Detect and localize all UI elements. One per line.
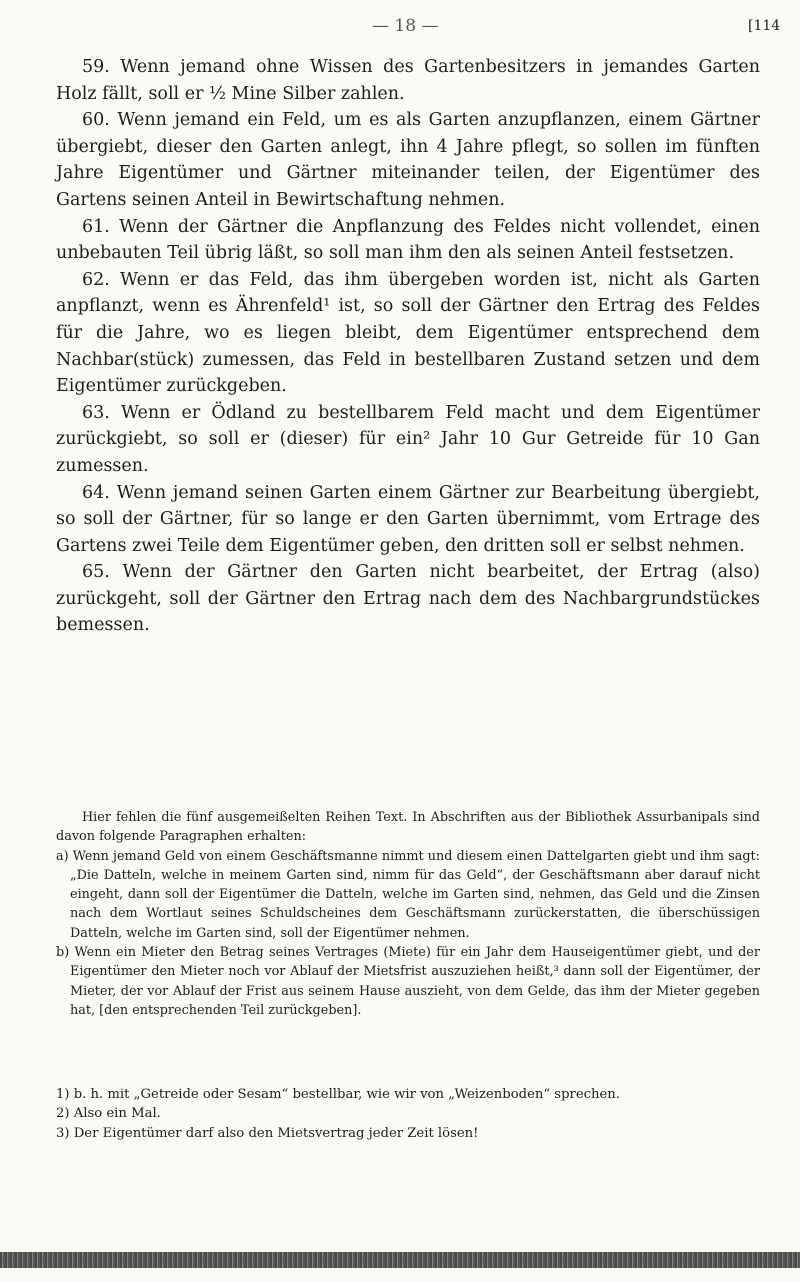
footnote-3: 3) Der Eigentümer darf also den Mietsvertrag jeder Zeit lösen!	[56, 1125, 479, 1141]
footnote-2: 2) Also ein Mal.	[56, 1106, 161, 1122]
editorial-note	[56, 808, 760, 1020]
note-item-b: b) Wenn ein Mieter den Betrag seines Vertrages (Miete) für ein Jahr dem Hauseigentümer giebt, und der Eigentümer den Mieter noch vor Ablauf der Mietsfrist auszuziehen heißt,³ dann soll der Eigentümer, der Mieter, der vor Ablauf der Frist aus seinem Hause auszieht, von dem Gelde, das ihm der Mieter gegeben hat, [den entsprechenden Teil zurückgeben].	[56, 945, 760, 1018]
footnotes	[56, 1085, 760, 1143]
law-paragraphs	[56, 54, 760, 639]
note-intro: Hier fehlen die fünf ausgemeißelten Reihen Text. In Abschriften aus der Bibliothek Assurbanipals sind davon folgende Paragraphen erhalten:	[56, 810, 760, 845]
paragraph-60: 60. Wenn jemand ein Feld, um es als Garten anzupflanzen, einem Gärtner übergiebt, dieser den Garten anlegt, ihn 4 Jahre pflegt, so sollen im fünften Jahre Eigentümer und Gärtner miteinander teilen, der Eigentümer des Gartens seinen Anteil in Bewirtschaftung nehmen.	[56, 110, 760, 210]
paragraph-59: 59. Wenn jemand ohne Wissen des Gartenbesitzers in jemandes Garten Holz fällt, soll er ½ Mine Silber zahlen.	[56, 57, 760, 104]
footnote-1: 1) b. h. mit „Getreide oder Sesam“ bestellbar, wie wir von „Weizenboden“ sprechen.	[56, 1087, 620, 1102]
page-number: — 18 —	[372, 16, 439, 36]
paragraph-62: 62. Wenn er das Feld, das ihm übergeben worden ist, nicht als Garten anpflanzt, wenn es Ährenfeld¹ ist, so soll der Gärtner den Ertrag des Feldes für die Jahre, wo es liegen bleibt, dem Eigentümer entsprechend dem Nachbar(stück) zumessen, das Feld in bestellbaren Zustand setzen und dem Eigentümer zurückgeben.	[56, 269, 760, 397]
paragraph-61: 61. Wenn der Gärtner die Anpflanzung des Feldes nicht vollendet, einen unbebauten Teil übrig läßt, so soll man ihm den als seinen Anteil festsetzen.	[56, 216, 760, 264]
bottom-edge-band	[0, 1252, 800, 1268]
paragraph-63: 63. Wenn er Ödland zu bestellbarem Feld macht und dem Eigentümer zurückgiebt, so soll er (dieser) für ein² Jahr 10 Gur Getreide für 10 Gan zumessen.	[56, 402, 760, 476]
page-header	[0, 16, 800, 44]
paragraph-65: 65. Wenn der Gärtner den Garten nicht bearbeitet, der Ertrag (also) zurückgeht, soll der Gärtner den Ertrag nach dem des Nachbargrundstückes bemessen.	[56, 562, 760, 636]
folio-number: [114	[748, 18, 781, 34]
note-item-a: a) Wenn jemand Geld von einem Geschäftsmanne nimmt und diesem einen Dattelgarten giebt und ihm sagt: „Die Datteln, welche in meinem Garten sind, nimm für das Geld“, der Geschäftsmann aber darauf nicht eingeht, dann soll der Eigentümer die Datteln, welche im Garten sind, nehmen, das Geld und die Zinsen nach dem Wortlaut seines Schuldscheines dem Geschäftsmann zurückerstatten, die überschüssigen Datteln, welche im Garten sind, soll der Eigentümer nehmen.	[56, 848, 760, 941]
paragraph-64: 64. Wenn jemand seinen Garten einem Gärtner zur Bearbeitung übergiebt, so soll der Gärtner, für so lange er den Garten übernimmt, vom Ertrage des Gartens zwei Teile dem Eigentümer geben, den dritten soll er selbst nehmen.	[56, 482, 760, 556]
